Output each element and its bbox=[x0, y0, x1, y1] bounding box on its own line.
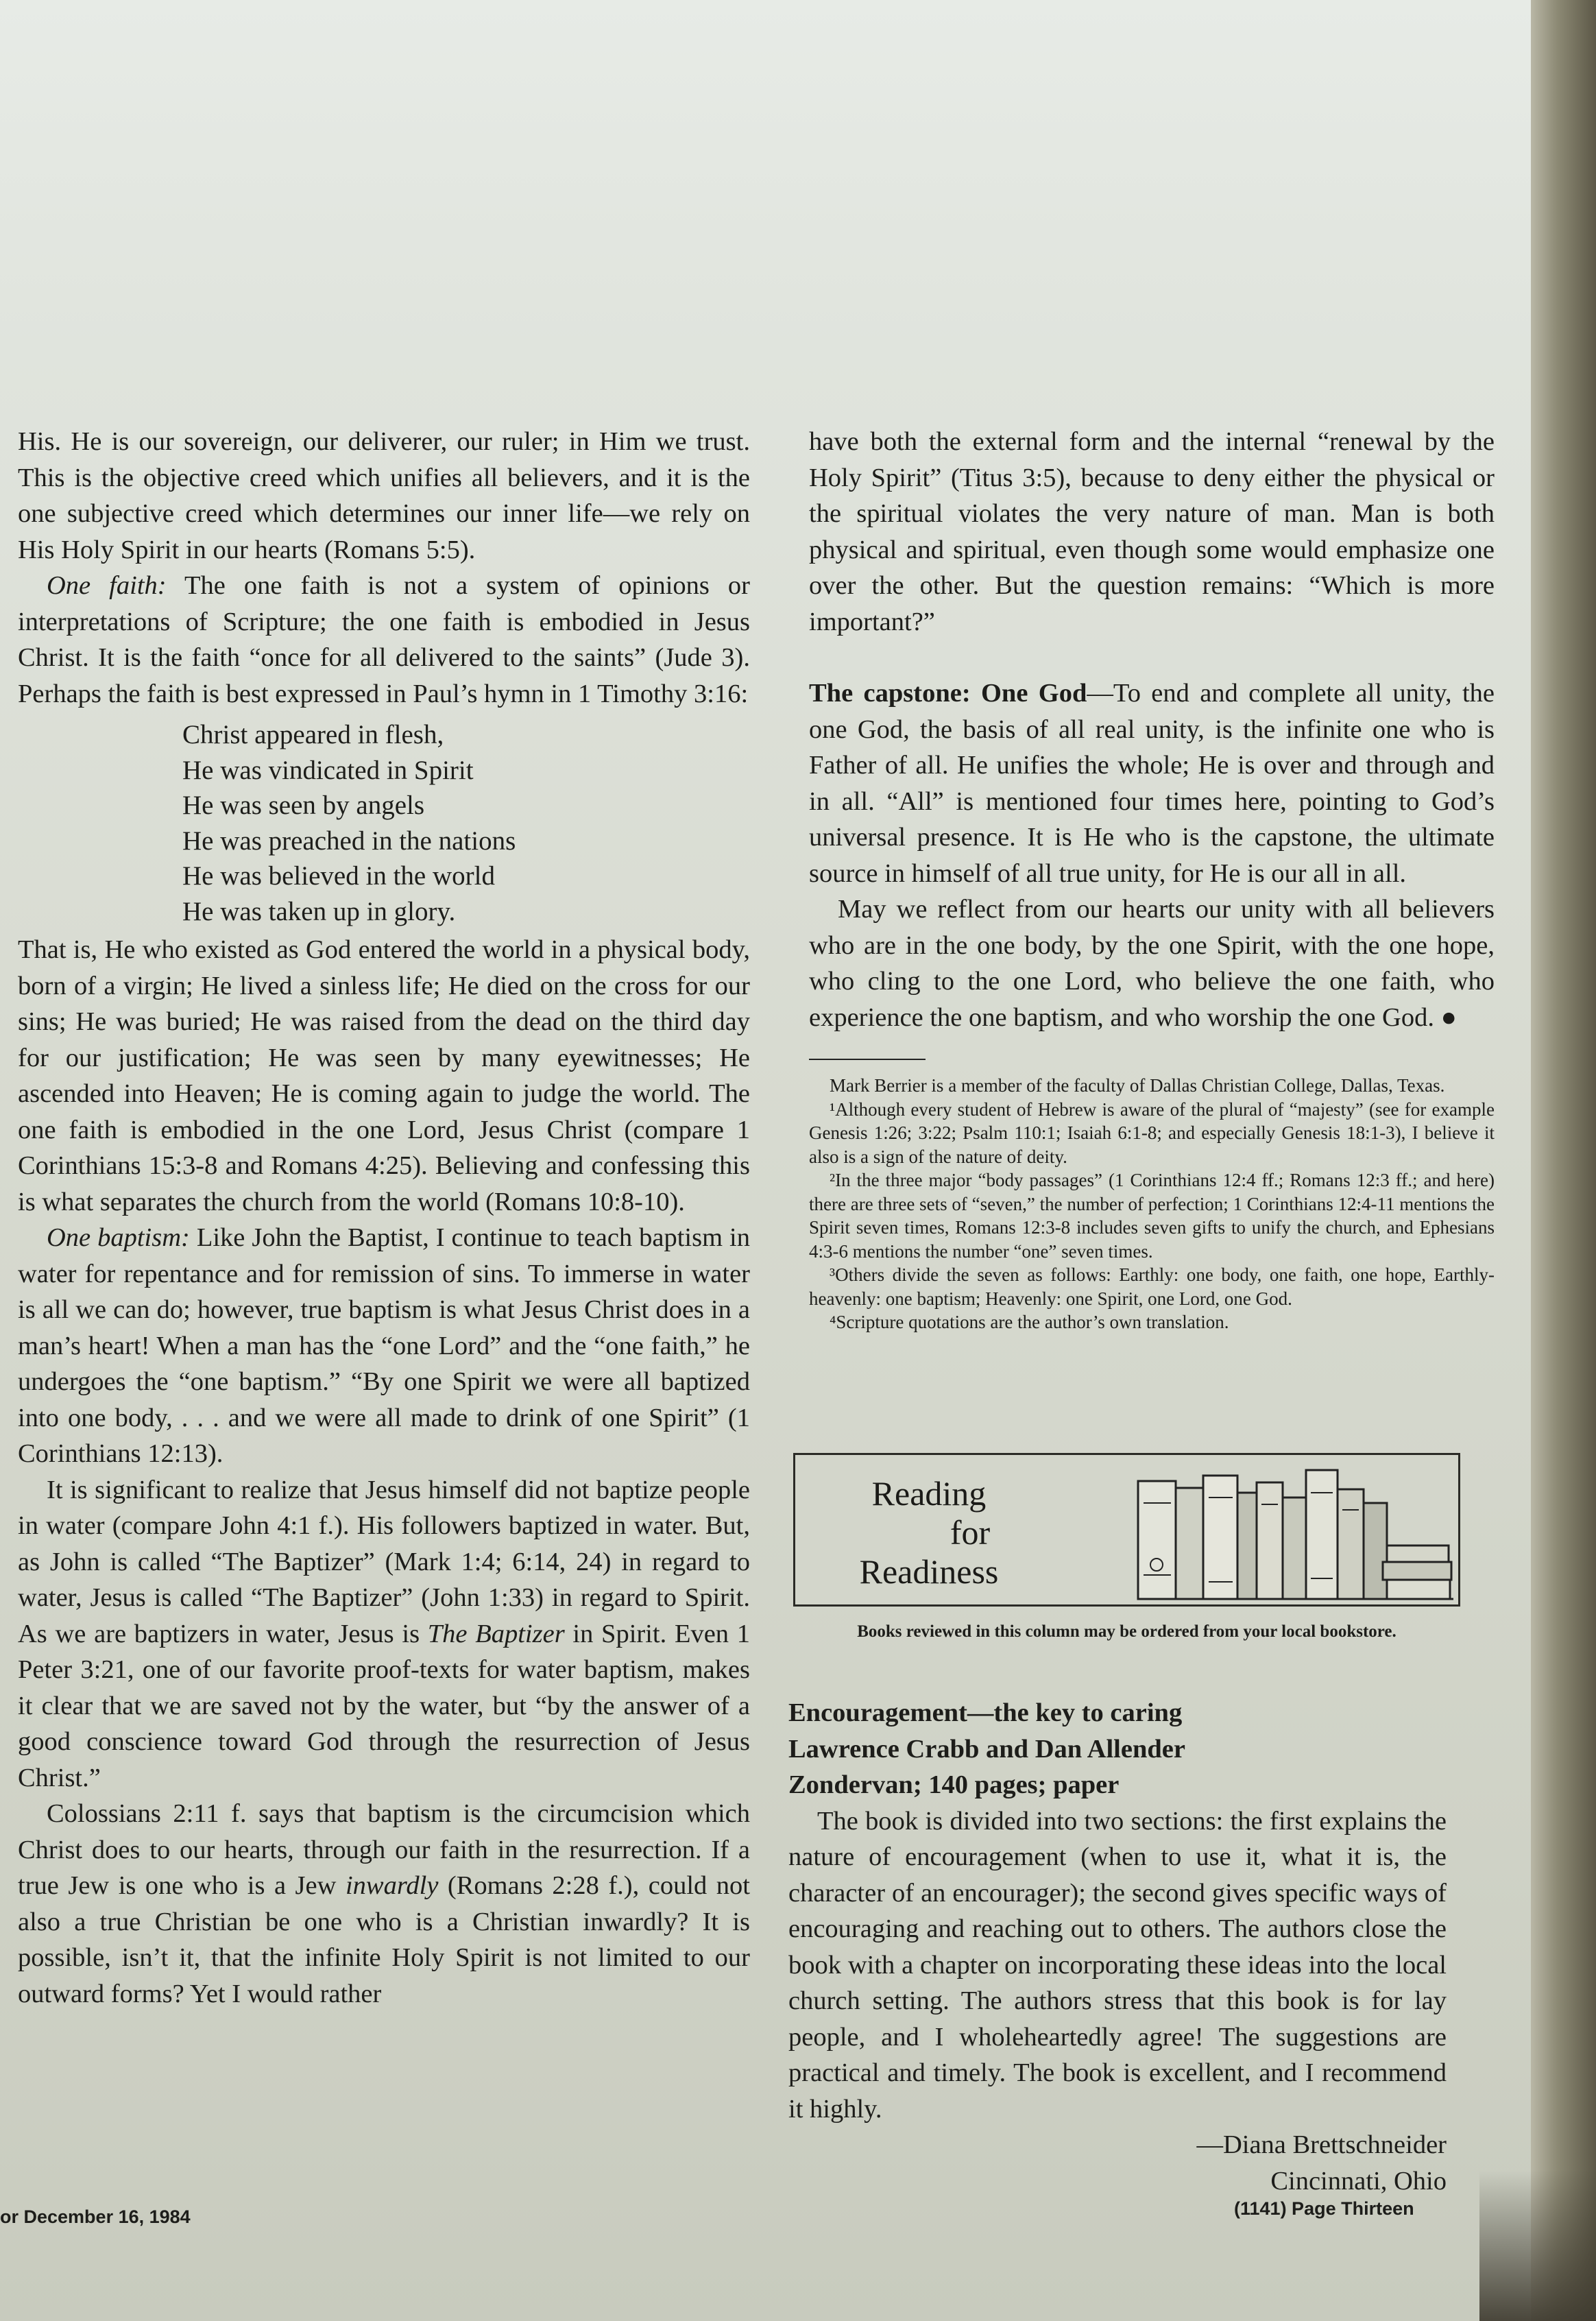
footnote-4: ⁴Scripture quotations are the author’s own translation. bbox=[830, 1312, 1229, 1332]
capstone-text: —To end and complete all unity, the one God, the basis of all real unity, is the infinite one who is Father of all. He unifies the whole; He is over and through and in all. “All” is mentioned four times here, pointing to God’s universal presence. It is He who is the capstone, the ultimate source in himself of all true unity, for He is our all in all. bbox=[809, 679, 1495, 888]
colossians-emphasis: inwardly bbox=[345, 1871, 439, 1900]
left-column bbox=[18, 424, 750, 2012]
baptizer-emphasis: The Baptizer bbox=[427, 1619, 565, 1648]
paragraph-closing: May we reflect from our hearts our unity with all believers who are in the one body, by the one Spirit, with the one hope, who cling to the one Lord, who believe the one faith, who experience the one baptism, and who worship the one God. ● bbox=[809, 895, 1495, 1032]
paragraph-one-faith bbox=[18, 568, 750, 712]
review-publisher: Zondervan; 140 pages; paper bbox=[788, 1770, 1120, 1799]
baptizer-text-a: It is significant to realize that Jesus himself did not baptize people in water (compare John 4:1 f.). His followers baptized in water. But, as John is called “The Baptizer” (Mark 1:4; 6:14, 24) in regard to water, Jesus is called “The Baptizer” (John 1:33) in regard to Spirit. As we are baptizers in water, Jesus is bbox=[18, 1475, 750, 1648]
paragraph-colossians bbox=[18, 1796, 750, 2012]
footnote-divider bbox=[809, 1059, 926, 1060]
footer-page-number: (1141) Page Thirteen bbox=[1234, 2198, 1414, 2219]
colossians-text-a: Colossians 2:11 f. says that baptism is the circumcision which Christ does to our hearts, through our faith in the resurrection. If a true Jew is one who is a Jew bbox=[18, 1799, 750, 1900]
review-authors: Lawrence Crabb and Dan Allender bbox=[788, 1734, 1185, 1764]
paragraph-one-baptism bbox=[18, 1220, 750, 1472]
reading-for-readiness-banner bbox=[793, 1453, 1460, 1607]
footer-date: or December 16, 1984 bbox=[0, 2206, 191, 2227]
paragraph-sovereign: His. He is our sovereign, our deliverer, our ruler; in Him we trust. This is the objective creed which unifies all believers, and it is the one subjective creed which determines our inner life—we rely on His Holy Spirit in our hearts (Romans 5:5). bbox=[18, 427, 750, 564]
colossians-text-b: (Romans 2:28 f.), could not also a true Christian be one who is a Christian inwardly? It is possible, isn’t it, that the infinite Holy Spirit is not limited to our outward forms? Yet I would rather bbox=[18, 1871, 750, 2008]
page-corner-shadow bbox=[1479, 2170, 1596, 2321]
banner-title-line: Readiness bbox=[859, 1552, 999, 1591]
bookshelf-illustration bbox=[1042, 1455, 1453, 1604]
hymn-line: Christ appeared in flesh, bbox=[182, 720, 444, 749]
footnotes bbox=[809, 1074, 1495, 1334]
capstone-heading: The capstone: One God bbox=[809, 679, 1087, 708]
banner-title-line: for bbox=[950, 1513, 991, 1552]
footnote-2: ²In the three major “body passages” (1 Corinthians 12:4 ff.; Romans 12:3 ff.; and here) there are three sets of “seven,” the number of perfection; 1 Corinthians 12:4-11 mentions the Spirit seven times, Romans 12:3-8 includes seven gifts to unify the church, and Ephesians 4:3-6 mentions the number “one” seven times. bbox=[809, 1170, 1495, 1262]
reviewer-name: —Diana Brettschneider bbox=[1196, 2130, 1447, 2159]
one-baptism-text: Like John the Baptist, I continue to teach baptism in water for repentance and for remission of sins. To immerse in water is all we can do; however, true baptism is what Jesus Christ does in a man’s heart! When a man has the “one Lord” and the “one faith,” he undergoes the “one baptism.” “By one Spirit we were all baptized into one body, . . . and we were all made to drink of one Spirit” (1 Corinthians 12:13). bbox=[18, 1223, 750, 1468]
banner-title bbox=[816, 1474, 1042, 1591]
hymn-line: He was believed in the world bbox=[182, 861, 495, 891]
book-review bbox=[788, 1695, 1447, 2199]
hymn-line: He was vindicated in Spirit bbox=[182, 755, 474, 785]
footnote-1: ¹Although every student of Hebrew is aware of the plural of “majesty” (see for example Genesis 1:26; 3:22; Psalm 110:1; Isaiah 6:1-8; and especially Genesis 18:1-3), I believe it also is a sign of the nature of deity. bbox=[809, 1098, 1495, 1167]
review-body: The book is divided into two sections: the first explains the nature of encouragement (when to use it, what it is, the character of an encourager); the second gives specific ways of encouraging and reaching out to others. The authors close the book with a chapter on incorporating these ideas into the local church setting. The authors stress that this book is for lay people, and I wholeheartedly agree! The suggestions are practical and timely. The book is excellent, and I recommend it highly. bbox=[788, 1806, 1447, 2124]
hymn-quotation bbox=[18, 717, 750, 929]
one-faith-text: The one faith is not a system of opinions or interpretations of Scripture; the one faith is embodied in Jesus Christ. It is the faith “once for all delivered to the saints” (Jude 3). Perhaps the faith is best expressed in Paul’s hymn in 1 Timothy 3:16: bbox=[18, 571, 750, 708]
paragraph-baptizer bbox=[18, 1472, 750, 1796]
reviewer-location: Cincinnati, Ohio bbox=[1270, 2166, 1447, 2196]
paragraph-that-is: That is, He who existed as God entered the world in a physical body, born of a virgin; He lived a sinless life; He died on the cross for our sins; He was buried; He was raised from the dead on the third day for our justification; He was seen by many eyewitnesses; He ascended into Heaven; He is coming again to judge the world. The one faith is embodied in the one Lord, Jesus Christ (compare 1 Corinthians 15:3-8 and Romans 4:25). Believing and confessing this is what separates the church from the world (Romans 10:8-10). bbox=[18, 935, 750, 1216]
author-note: Mark Berrier is a member of the faculty of Dallas Christian College, Dallas, Texas. bbox=[830, 1075, 1445, 1096]
banner-caption: Books reviewed in this column may be ordered from your local bookstore. bbox=[857, 1622, 1396, 1641]
review-title: Encouragement—the key to caring bbox=[788, 1698, 1183, 1727]
one-baptism-label: One baptism: bbox=[47, 1223, 190, 1252]
paragraph-both: have both the external form and the internal “renewal by the Holy Spirit” (Titus 3:5), because to deny either the physical or the spiritual violates the very nature of man. Man is both physical and spiritual, even though some would emphasize one over the other. But the question remains: “Which is more important?” bbox=[809, 427, 1495, 636]
right-column bbox=[809, 424, 1495, 1334]
page-edge-shadow bbox=[1531, 0, 1596, 2321]
paragraph-capstone bbox=[809, 675, 1495, 891]
banner-title-line: Reading bbox=[871, 1474, 987, 1513]
footnote-3: ³Others divide the seven as follows: Earthly: one body, one faith, one hope, Earthly-heavenly: one baptism; Heavenly: one Spirit, one Lord, one God. bbox=[809, 1264, 1495, 1309]
hymn-line: He was preached in the nations bbox=[182, 826, 516, 856]
hymn-line: He was taken up in glory. bbox=[182, 896, 456, 926]
baptizer-text-b: in Spirit. Even 1 Peter 3:21, one of our favorite proof-texts for water baptism, makes it clear that we are saved not by the water, but “by the answer of a good conscience toward God through the resurrection of Jesus Christ.” bbox=[18, 1619, 750, 1792]
one-faith-label: One faith: bbox=[47, 571, 167, 600]
hymn-line: He was seen by angels bbox=[182, 791, 425, 820]
